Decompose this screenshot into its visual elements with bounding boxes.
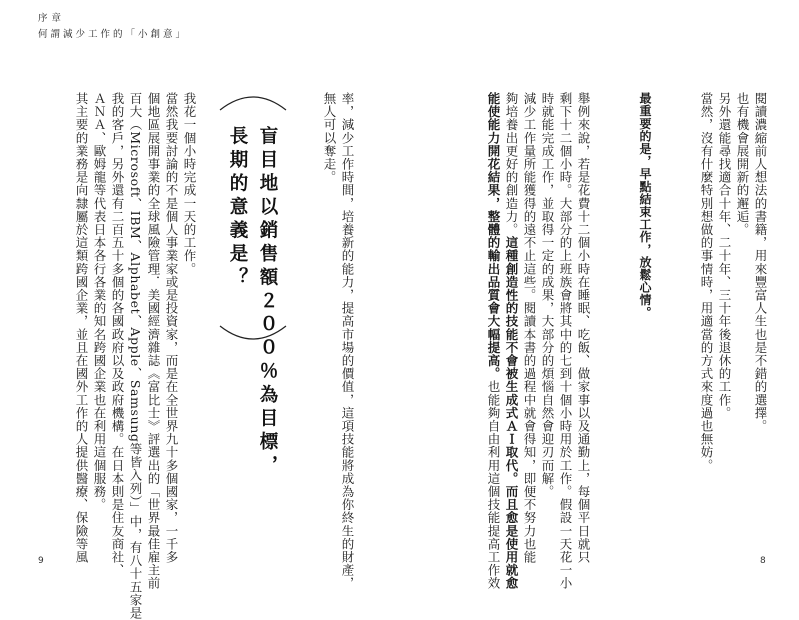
- left-col-1: 當然我要討論的不是個人事業家或是投資家，而是在全世界九十多個國家，一千多: [164, 92, 179, 564]
- pull-quote-brackets: [212, 88, 294, 348]
- page-number-left: 9: [38, 556, 44, 566]
- left-col-2: 個地區展開事業的全球風險管理．美國經濟雜誌《富比士》評選出的「世界最佳雇主前: [146, 92, 161, 590]
- chapter-subtitle: 何謂減少工作的「小創意」: [38, 29, 189, 40]
- right-col-12: 能使能力開花結果，整體的輸出品質會大幅提高。也能夠自由利用這個技能提高工作效: [486, 92, 501, 590]
- running-head: [38, 12, 188, 42]
- left-col-3: 百大（Microsoft、IBM、Alphabet、Apple、Samsung等皆入列）」中，有八十五家是: [128, 92, 143, 620]
- right-col-14: 無人可以奪走。: [322, 92, 337, 184]
- right-col-3: 當然，沒有什麼特別想做的事情時，用適當的方式來度過也無妨。: [699, 92, 714, 472]
- right-col-11-bold: 這種創造性的技能不會被生成式ＡＩ取代。而且愈是使用就愈: [504, 236, 519, 590]
- right-col-1: 也有機會展開新的邂逅。: [735, 92, 750, 237]
- right-col-13: 率，減少工作時間，培養新的能力，提高市場的價值，這項技能將成為你終生的財產，: [340, 92, 355, 590]
- right-col-0: 閱讀濃縮前人想法的書籍，用來豐富人生也是不錯的選擇。: [753, 92, 768, 433]
- right-col-2: 另外還能尋找適合十年、二十年、三十年後退休的工作。: [717, 92, 732, 420]
- right-col-12-bold: 能使能力開花結果，整體的輸出品質會大幅提高。: [486, 92, 501, 381]
- left-col-6: 其主要的業務是向隸屬於這類跨國企業，並且在國外工作的人提供醫療、保險等風: [74, 92, 89, 564]
- page-number-right: 8: [760, 556, 766, 566]
- chapter-label: 序章: [38, 13, 66, 24]
- right-col-9: 時就能完成工作，並取得一定的成果，大部分的煩惱自然會迎刃而解。: [540, 92, 555, 499]
- left-col-5: ＡＮＡ、歐姆龍等代表日本各行各業的知名跨國企業也在利用這個服務。: [92, 92, 107, 512]
- pull-quote-line2: 長期的意義是？: [227, 126, 248, 291]
- right-col-7: 舉例來說，若是花費十二個小時在睡眠、吃飯、做家事以及通勤上，每個平日就只: [576, 92, 591, 564]
- left-col-4: 我的客戶，另外還有二百五十多個的各國政府以及政府機構。在日本則是住友商社、: [110, 92, 125, 577]
- pull-quote-line1: 盲目地以銷售額２００％為目標，: [257, 126, 278, 479]
- right-col-5-emphasis: 最重要的是，早點結束工作，放鬆心情。: [638, 92, 652, 319]
- left-col-0: 我花一個小時完成一天的工作。: [182, 92, 197, 276]
- right-col-8: 剩下十二個小時。大部分的上班族會將其中的七到十個小時用於工作。假設一天花一小: [558, 92, 573, 590]
- right-col-11: 夠培養出更好的創造力。這種創造性的技能不會被生成式ＡＩ取代。而且愈是使用就愈: [504, 92, 519, 590]
- pull-quote: [212, 88, 294, 479]
- right-col-10: 減少工作量所能獲得的遠不止這些。閱讀本書的過程中就會得知，即便不努力也能: [522, 92, 537, 564]
